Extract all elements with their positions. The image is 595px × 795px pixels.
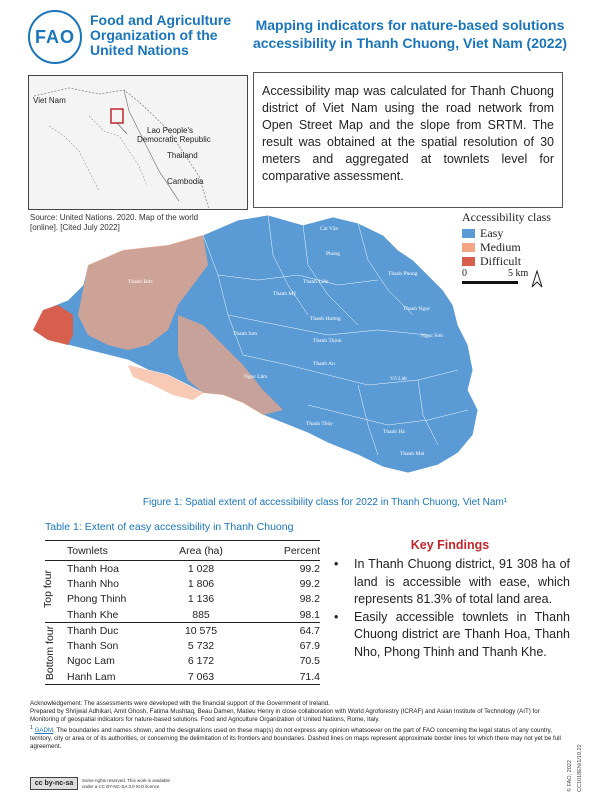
key-findings xyxy=(330,538,570,661)
figure-caption: Figure 1: Spatial extent of accessibility class for 2022 in Thanh Chuong, Viet Nam¹ xyxy=(142,497,508,508)
table-row: Thanh Nho 1 806 99.2 xyxy=(67,577,320,590)
map-label: Thanh Xuân xyxy=(450,457,478,463)
map-label: Thanh Mai xyxy=(400,451,425,457)
column-header: Townlets xyxy=(67,541,162,561)
map-label: Cát Văn xyxy=(320,226,339,232)
map-label: Ngọc Lâm xyxy=(244,374,268,380)
description-box: Accessibility map was calculated for Thanh Chuong district of Viet Nam using the road network from Open Street Map and the slope from SRTM. The result was obtained at the spatial resolution of 30 meters and aggregated at townlets level for comparative assessment. xyxy=(253,72,563,208)
group-label-bottom: Bottom four xyxy=(45,623,67,685)
map-legend xyxy=(462,210,572,268)
legend-title: Accessibility class xyxy=(462,210,551,224)
cc-license-badge: cc by-nc-sa xyxy=(30,777,78,790)
study-area-marker xyxy=(111,109,123,123)
table-row: Hanh Lam 7 063 71.4 xyxy=(67,670,320,683)
locator-map: Viet Nam Lao People's Democratic Republic Thailand Cambodia xyxy=(28,75,248,210)
acknowledgement: Acknowledgement: The assessments were developed with the financial support of the Government of Ireland. Prepared by Shrijwal Adhikari, Amit Ghosh, Fatima Mushtaq, Beau Damen, Matieu Henry in close collaboration with World Agroforestry (ICRAF) and Asian Institute of Technology (AIT) for Monitoring of geospatial indicators for nature-based solutions. Food and Agriculture Organization of United Nations, Rome, Italy. $^1$ GADM. The boundaries and names shown, and the designations used on these map(s) do not express any opinion whatsoever on the part of FAO concerning the legal status of any country, territory, city or area or of its authorities, or concerning the delimitation of its frontiers and boundaries. Dashed lines on maps represent approximate border lines for which there may not yet be full agreement. xyxy=(30,700,561,751)
map-label: Võ Liệt xyxy=(390,376,407,382)
table-row: Bottom four Thanh Duc 10 575 64.7 xyxy=(45,623,320,639)
legend-swatch xyxy=(462,257,475,266)
org-name: Food and Agriculture Organization of the United Nations xyxy=(90,12,232,58)
map-label: Ngọc Sơn xyxy=(421,333,444,339)
group-label-top: Top four xyxy=(45,561,67,623)
map-label: Phong xyxy=(326,251,341,257)
map-label: Thanh Thủy xyxy=(306,421,333,427)
table-row: Thanh Son 5 732 67.9 xyxy=(67,639,320,652)
finding-item: • Easily accessible townlets in Thanh Chuong district are Thanh Hoa, Thanh Nho, Phong Thinh and Thanh Khe. xyxy=(330,609,570,662)
map-label: Thanh Sơn xyxy=(233,331,258,337)
legend-item-difficult: Difficult xyxy=(462,254,572,268)
scale-bar-line xyxy=(462,281,518,284)
license-text: Some rights reserved. This work is available under a CC BY-NC-SA 3.0 IGO licence xyxy=(82,778,170,789)
map-label: Thanh Ngọc xyxy=(403,306,431,312)
table-row: Ngoc Lam 6 172 70.5 xyxy=(67,655,320,668)
scale-bar: 0 5 km xyxy=(462,268,552,292)
townlets-table xyxy=(41,540,320,685)
map-label: Thanh Hà xyxy=(383,429,405,435)
gadm-link[interactable]: GADM xyxy=(34,727,54,735)
key-findings-title: Key Findings xyxy=(410,538,490,552)
map-label: Thanh Hương xyxy=(310,316,341,322)
table-header-row xyxy=(45,541,320,561)
table-caption: Table 1: Extent of easy accessibility in Thanh Chuong xyxy=(45,521,294,533)
map-source: Source: United Nations. 2020. Map of the world [online]. [Cited July 2022] xyxy=(30,213,199,232)
map-label: Thanh Thịnh xyxy=(313,338,342,344)
map-label: Thanh Lâm xyxy=(490,434,516,440)
legend-swatch xyxy=(462,229,475,238)
north-arrow-icon xyxy=(530,270,544,288)
finding-item: • In Thanh Chuong district, 91 308 ha of land is accessible with ease, which represents 81.3% of total land area. xyxy=(330,556,570,609)
map-label: Thanh Phong xyxy=(388,271,418,277)
legend-item-easy: Easy xyxy=(462,226,572,240)
legend-swatch xyxy=(462,243,475,252)
column-header: Percent xyxy=(240,541,320,561)
column-header: Area (ha) xyxy=(162,541,240,561)
table-row: Phong Thinh 1 136 98.2 xyxy=(67,593,320,606)
fao-logo: FAO xyxy=(28,10,82,64)
table-row: Thanh Khe 885 98.1 xyxy=(67,608,320,621)
map-label: Thanh Liên xyxy=(303,279,329,285)
map-label: Thanh Đức xyxy=(128,279,153,285)
legend-item-medium: Medium xyxy=(462,240,572,254)
map-label: Thanh An xyxy=(313,361,335,367)
document-code: © FAO, 2022 CC1018EN/1/10.22 xyxy=(567,744,583,792)
table-row: Top four Thanh Hoa 1 028 99.2 xyxy=(45,561,320,577)
page-title: Mapping indicators for nature-based solutions accessibility in Thanh Chuong, Viet Nam (2022) xyxy=(252,17,568,51)
map-label: Thanh Mỹ xyxy=(273,291,297,297)
